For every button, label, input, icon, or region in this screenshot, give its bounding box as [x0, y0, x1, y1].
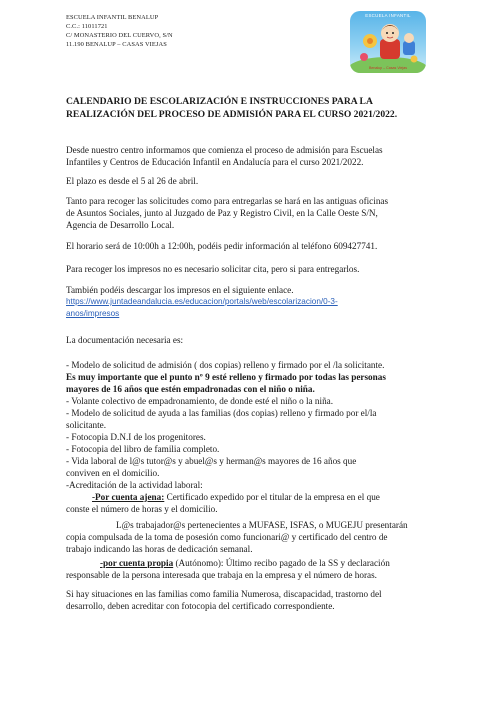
impresos-link-line-2[interactable]: anos/impresos — [66, 309, 120, 318]
cuenta-propia-line-1 — [100, 557, 390, 569]
intro-line-2: Infantiles y Centros de Educación Infantil en Andalucía para el curso 2021/2022. — [66, 157, 364, 167]
cuenta-propia-line-2: responsable de la persona interesada que trabaja en la empresa y el número de horas. — [66, 570, 377, 580]
mufase-line-1: L@s trabajador@s pertenecientes a MUFASE, ISFAS, o MUGEJU presentarán — [116, 520, 408, 530]
situaciones-line-1: Si hay situaciones en las familias como familia Numerosa, discapacidad, trastorno del — [66, 589, 382, 599]
school-city: 11.190 BENALUP – CASAS VIEJAS — [66, 41, 167, 48]
logo-bottom-text: Benalup – Casas Viejas — [368, 66, 408, 70]
document-title-line-2: REALIZACIÓN DEL PROCESO DE ADMISIÓN PARA EL CURSO 2021/2022. — [66, 109, 398, 120]
cuenta-ajena-line-1 — [92, 491, 380, 503]
doc-item-modelo: - Modelo de solicitud de admisión ( dos copias) relleno y firmado por el /la solicitante. — [66, 360, 385, 370]
intro-line-1: Desde nuestro centro informamos que comienza el proceso de admisión para Escuelas — [66, 145, 383, 155]
mufase-line-2: copia compulsada de la toma de posesión como funcionari@ y certificado del centro de — [66, 532, 388, 542]
doc-item-vida-line-2: conviven en el domicilio. — [66, 468, 160, 478]
doc-item-volante: - Volante colectivo de empadronamiento, de donde esté el niño o la niña. — [66, 396, 334, 406]
plazo-text: El plazo es desde el 5 al 26 de abril. — [66, 176, 199, 186]
cuenta-propia-text: (Autónomo): Último recibo pagado de la SS y declaración — [173, 558, 390, 568]
cuenta-ajena-text: Certificado expedido por el titular de la empresa en el que — [164, 492, 380, 502]
school-logo — [350, 11, 426, 73]
cita-text: Para recoger los impresos no es necesario solicitar cita, pero si para entregarlos. — [66, 264, 360, 274]
mufase-line-3: trabajo indicando las horas de dedicación semanal. — [66, 544, 253, 554]
doc-item-dni: - Fotocopia D.N.I de los progenitores. — [66, 432, 206, 442]
school-address: C/ MONASTERIO DEL CUERVO, S/N — [66, 32, 173, 39]
documentacion-heading: La documentación necesaria es: — [66, 335, 184, 345]
school-code: C.C.: 11011721 — [66, 23, 108, 30]
lugar-line-3: Agencia de Desarrollo Local. — [66, 220, 175, 230]
cuenta-propia-label: -por cuenta propia — [100, 558, 174, 568]
importante-line-1: Es muy importante que el punto nº 9 esté relleno y firmado por todas las personas — [66, 372, 386, 382]
doc-item-acreditacion: -Acreditación de la actividad laboral: — [66, 480, 203, 490]
impresos-link-line-1[interactable]: https://www.juntadeandalucia.es/educacion/portals/web/escolarizacion/0-3- — [66, 297, 338, 306]
logo-top-text: ESCUELA INFANTIL — [365, 13, 411, 18]
cuenta-ajena-label: -Por cuenta ajena: — [92, 492, 165, 502]
doc-item-vida-line-1: - Vida laboral de l@s tutor@s y abuel@s y herman@s mayores de 16 años que — [66, 456, 357, 466]
doc-item-libro: - Fotocopia del libro de familia completo. — [66, 444, 220, 454]
cuenta-ajena-line-2: conste el número de horas y el domicilio. — [66, 504, 218, 514]
lugar-line-1: Tanto para recoger las solicitudes como para entregarlas se hará en las antiguas oficinas — [66, 196, 389, 206]
document-title-line-1: CALENDARIO DE ESCOLARIZACIÓN E INSTRUCCIONES PARA LA — [66, 96, 373, 107]
importante-line-2: mayores de 16 años que estén empadronadas con el niño o niña. — [66, 384, 315, 394]
descarga-text: También podéis descargar los impresos en el siguiente enlace. — [66, 285, 294, 295]
school-name: ESCUELA INFANTIL BENALUP — [66, 14, 159, 21]
lugar-line-2: de Asuntos Sociales, junto al Juzgado de Paz y Registro Civil, en la Calle Oeste S/N, — [66, 208, 378, 218]
horario-text: El horario será de 10:00h a 12:00h, podéis pedir información al teléfono 609427741. — [66, 241, 378, 251]
logo-illustration-icon — [350, 11, 426, 73]
situaciones-line-2: desarrollo, deben acreditar con fotocopia del certificado correspondiente. — [66, 601, 335, 611]
doc-item-ayuda-line-2: solicitante. — [66, 420, 107, 430]
doc-item-ayuda-line-1: - Modelo de solicitud de ayuda a las familias (dos copias) relleno y firmado por el/la — [66, 408, 377, 418]
